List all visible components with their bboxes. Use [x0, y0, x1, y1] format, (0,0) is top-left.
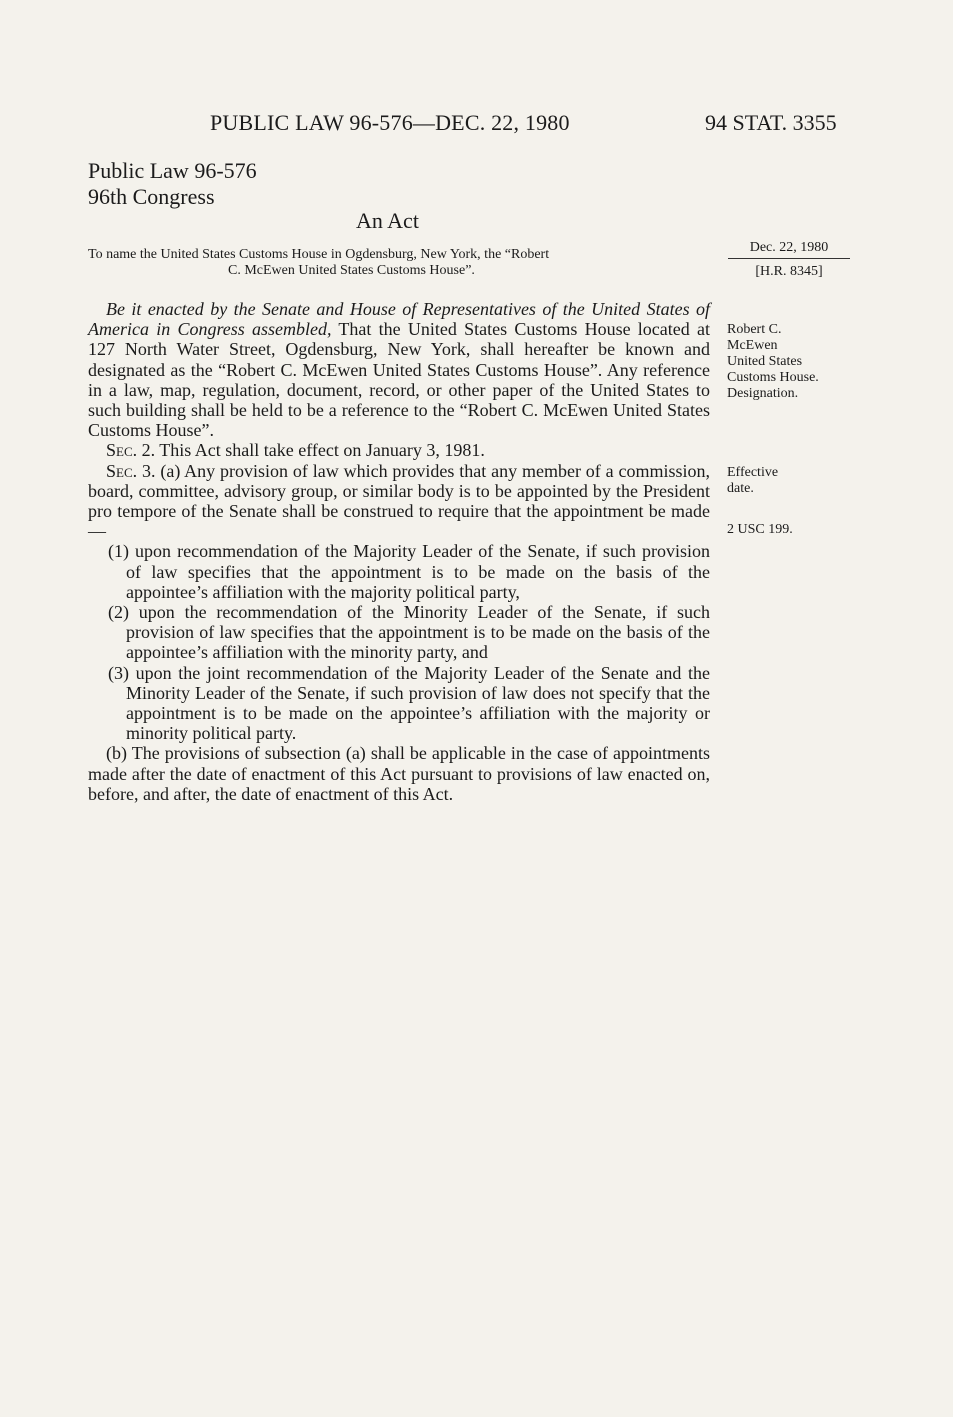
section-abbrev: Sec.: [106, 460, 138, 481]
margin-note-line: Customs House.: [727, 370, 819, 385]
margin-note-line: Robert C.: [727, 322, 782, 337]
purpose-line-2: C. McEwen United States Customs House”.: [228, 263, 475, 278]
section-3a: [88, 461, 710, 542]
law-identification: [88, 158, 257, 210]
margin-note-line: McEwen: [727, 338, 778, 353]
approval-date: Dec. 22, 1980: [728, 240, 850, 259]
section-abbrev: Sec.: [106, 440, 138, 461]
enacting-clause: Be it enacted by the Senate and House of Representatives of the United States of America in Congress assembled,: [88, 299, 710, 340]
margin-note-effective-date: [727, 465, 852, 497]
margin-note-designation: [727, 322, 852, 402]
margin-note-line: Designation.: [727, 386, 799, 401]
margin-note-line: United States: [727, 354, 803, 369]
section-3a-text: 3. (a) Any provision of law which provides that any member of a commission, board, committee, advisory group, or similar body is to be appointed by the President pro tempore of the Senate shall be construed to require that the appointment be made—: [88, 460, 710, 542]
section-3b: (b) The provisions of subsection (a) shall be applicable in the case of appointments made after the date of enactment of this Act pursuant to provisions of law enacted on, before, and after, the date of enactment of this Act.: [88, 743, 710, 804]
statute-page-number: 94 STAT. 3355: [705, 110, 837, 135]
act-purpose: [88, 247, 710, 279]
section-1-text: That the United States Customs House located at 127 North Water Street, Ogdensburg, New York, shall hereafter be known and designated as the “Robert C. McEwen United States Customs House”. Any reference in a law, map, regulation, document, record, or other paper of the United States to such building shall be held to be a reference to the “Robert C. McEwen United States Customs House”.: [88, 319, 710, 441]
public-law-number: Public Law 96-576: [88, 158, 257, 183]
act-heading: An Act: [356, 208, 419, 233]
paragraph-1: (1) upon recommendation of the Majority Leader of the Senate, if such provision of law specifies that the appointment is to be made on the basis of the appointee’s affiliation with the majority political party,: [108, 541, 710, 602]
running-header: PUBLIC LAW 96-576—DEC. 22, 1980: [210, 110, 570, 135]
act-body: [88, 299, 710, 804]
paragraph-3: (3) upon the joint recommendation of the Majority Leader of the Senate and the Minority Leader of the Senate, if such provision of law does not specify that the appointment is to be made on the appointee’s affiliation with the majority or minority political party.: [108, 662, 710, 744]
paragraph-2: (2) upon the recommendation of the Minority Leader of the Senate, if such provision of law specifies that the appointment is to be made on the basis of the appointee’s affiliation with the minority party, and: [108, 602, 710, 663]
margin-note-usc-citation: 2 USC 199.: [727, 522, 793, 537]
margin-note-line: date.: [727, 481, 754, 496]
margin-note-line: Effective: [727, 465, 779, 480]
purpose-line-1: To name the United States Customs House in Ogdensburg, New York, the “Robert: [88, 247, 550, 262]
section-1: [88, 299, 710, 440]
congress-number: 96th Congress: [88, 184, 215, 209]
margin-approval-block: [728, 240, 850, 280]
section-2: [88, 440, 710, 460]
section-2-text: 2. This Act shall take effect on January 3, 1981.: [137, 440, 485, 461]
bill-number: [H.R. 8345]: [755, 264, 823, 279]
